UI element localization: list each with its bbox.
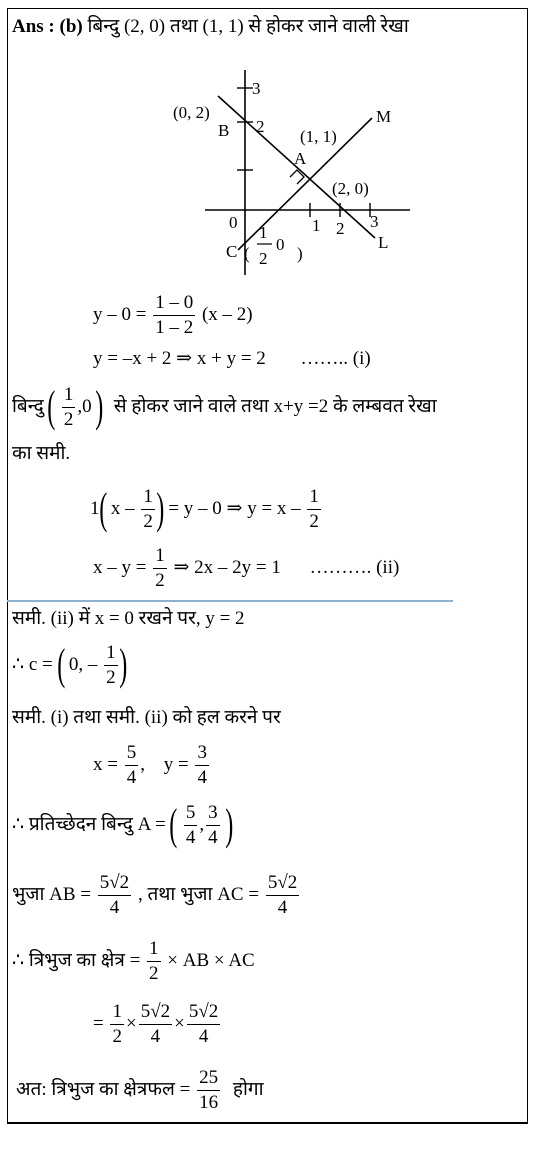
y-tick-2: 2 xyxy=(256,117,265,136)
equation-4: x – y = $\frac{1}{2}$ ⇒ 2x – 2y = 1 ………. (ii) xyxy=(93,545,400,591)
y-tick-3: 3 xyxy=(252,79,261,98)
step-1: समी. (ii) में x = 0 रखने पर, y = 2 xyxy=(12,608,245,629)
solution-xy: x = $\frac{5}{4}$ , y = $\frac{3}{4}$ xyxy=(93,742,207,788)
c-paren-left: ( xyxy=(244,244,250,263)
x-tick-3: 3 xyxy=(370,212,379,231)
x-tick-2: 2 xyxy=(336,219,345,238)
area-substitution: = $\frac{1}{2}$ × $\frac{5√2}{4}$ × $\frac{5√2}{4}$ xyxy=(93,1001,219,1047)
c-y: 0 xyxy=(276,235,285,254)
c-num: 1 xyxy=(259,223,268,242)
step-2: ∴ c = ( 0, – $\frac{1}{2}$ ) xyxy=(12,640,128,690)
paragraph-perpendicular-line2: का समी. xyxy=(12,443,71,464)
side-lengths: भुजा AB = $\frac{5√2}{4}$ , तथा भुजा AC = $\frac{5√2}{4}$ xyxy=(12,872,298,918)
c-den: 2 xyxy=(259,249,268,268)
label-p20: (2, 0) xyxy=(332,179,369,198)
intersection-point: ∴ प्रतिच्छेदन बिन्दु A = ( $\frac{5}{4}$ , $\frac{3}{4}$ ) xyxy=(12,800,234,850)
label-origin: 0 xyxy=(229,213,238,232)
label-B: B xyxy=(218,121,230,140)
eq1-lhs: y – 0 = xyxy=(93,303,147,325)
eq2-text: y = –x + 2 ⇒ x + y = 2 xyxy=(93,348,266,369)
para1-fraction: $\frac{1}{2}$ xyxy=(63,384,74,430)
option-label: (b) xyxy=(59,16,83,37)
para1-post: से होकर जाने वाले तथा x+y =2 के लम्बवत रेखा xyxy=(113,395,437,417)
paragraph-perpendicular: बिन्दु ( $\frac{1}{2}$ ,0 ) से होकर जाने वाले तथा x+y =2 के लम्बवत रेखा xyxy=(12,382,437,432)
equation-3: 1( x – $\frac{1}{2}$ ) = y – 0 ⇒ y = x – $\frac{1}{2}$ xyxy=(90,484,319,534)
area-formula: ∴ त्रिभुज का क्षेत्र = $\frac{1}{2}$ × AB × AC xyxy=(12,938,255,984)
label-M: M xyxy=(376,107,392,126)
eq1-rhs: (x – 2) xyxy=(201,303,253,325)
final-answer: अत: त्रिभुज का क्षेत्रफल = $\frac{25}{16}$ होगा xyxy=(16,1067,264,1113)
para1-pre: बिन्दु xyxy=(12,395,44,417)
equation-1 xyxy=(93,293,253,338)
label-L: L xyxy=(378,233,389,252)
x-tick-1: 1 xyxy=(312,216,321,235)
para1-post0: ,0 xyxy=(77,395,92,417)
eq2-tag: …….. (i) xyxy=(300,348,371,369)
section-divider xyxy=(7,600,453,602)
ans-label: Ans : xyxy=(12,16,55,37)
eq1-fraction: $\frac{1 - 0}{1 - 2}$ xyxy=(155,292,194,338)
label-C: C xyxy=(226,242,238,261)
step-3: समी. (i) तथा समी. (ii) को हल करने पर xyxy=(12,707,281,728)
coordinate-diagram xyxy=(0,60,542,340)
label-p02: (0, 2) xyxy=(173,103,210,122)
header-text: बिन्दु (2, 0) तथा (1, 1) से होकर जाने वाली रेखा xyxy=(87,16,409,37)
label-p11: (1, 1) xyxy=(300,127,337,146)
equation-2 xyxy=(93,349,371,368)
answer-header xyxy=(12,17,409,36)
label-A: A xyxy=(294,149,307,168)
c-paren-right: ) xyxy=(297,244,303,263)
frame-bottom-border xyxy=(7,1122,528,1124)
